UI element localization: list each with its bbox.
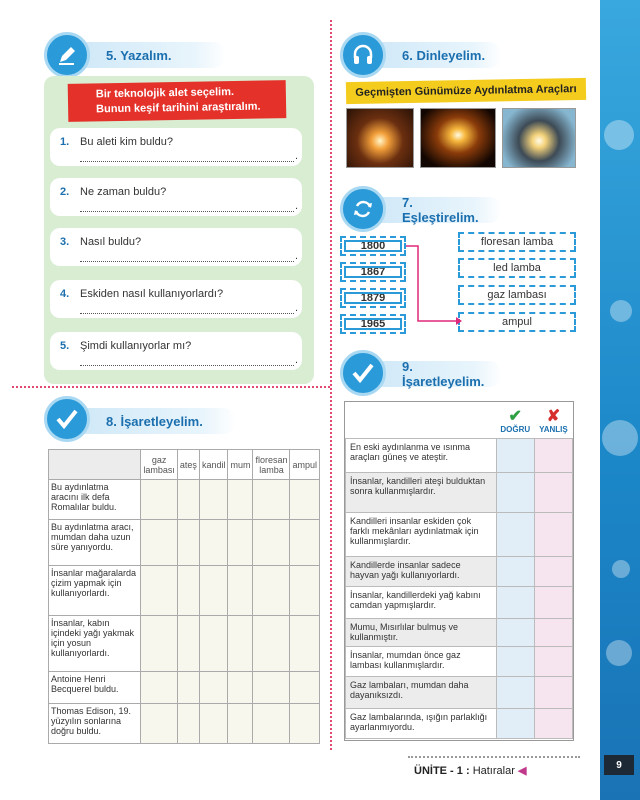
line-end-mark: .: [294, 200, 298, 212]
table-row: [49, 566, 320, 616]
question-text: Nasıl buldu?: [80, 236, 142, 248]
mark-cell[interactable]: [228, 480, 253, 520]
mark-cell[interactable]: [290, 672, 320, 704]
row-statement: Thomas Edison, 19. yüzyılın sonlarına doğru buldu.: [49, 704, 141, 744]
question-5[interactable]: [50, 332, 302, 370]
table-row: [49, 480, 320, 520]
section8-title: 8. İşaretleyelim.: [76, 408, 236, 434]
empty-header-cell: [49, 450, 141, 480]
mark-cell[interactable]: [253, 566, 290, 616]
column-divider: [330, 20, 332, 750]
true-cell[interactable]: [496, 512, 534, 556]
question-number: 1.: [60, 136, 70, 148]
red-cross-icon: ✘: [546, 407, 561, 425]
statement: Gaz lambaları, mumdan daha dayanıksızdı.: [346, 676, 497, 708]
mark-cell[interactable]: [228, 672, 253, 704]
mark-cell[interactable]: [290, 616, 320, 672]
mark-cell[interactable]: [290, 520, 320, 566]
mark-cell[interactable]: [199, 480, 228, 520]
mark-cell[interactable]: [177, 520, 199, 566]
col-header: mum: [228, 450, 253, 480]
section6-title: 6. Dinleyelim.: [372, 42, 502, 68]
answer-line[interactable]: [80, 248, 294, 262]
answer-line[interactable]: [80, 198, 294, 212]
lamp-option[interactable]: gaz lambası: [458, 285, 576, 305]
false-column-header: [534, 402, 572, 438]
table-row: [346, 586, 573, 618]
table-row: [49, 672, 320, 704]
false-cell[interactable]: [534, 676, 572, 708]
instruction-line2: Bunun keşif tarihini araştıralım.: [96, 100, 261, 116]
table-row: [346, 438, 573, 472]
table-row: [49, 704, 320, 744]
mark-cell[interactable]: [141, 672, 178, 704]
year-box[interactable]: 1800: [340, 236, 406, 256]
triangle-left-icon: ◀: [517, 765, 527, 777]
true-cell[interactable]: [496, 438, 534, 472]
oil-lamp-photo: [346, 108, 414, 168]
row-statement: İnsanlar, kabın içindeki yağı yakmak için yosun kullanıyorlardı.: [49, 616, 141, 672]
true-cell[interactable]: [496, 646, 534, 676]
col-header: ateş: [177, 450, 199, 480]
year-box[interactable]: 1867: [340, 262, 406, 282]
question-4[interactable]: [50, 280, 302, 318]
true-label: DOĞRU: [500, 424, 531, 434]
side-decoration: [600, 0, 640, 800]
true-cell[interactable]: [496, 586, 534, 618]
answer-line[interactable]: [80, 352, 294, 366]
section7-title: 7. Eşleştirelim.: [372, 197, 502, 223]
mark-cell[interactable]: [141, 616, 178, 672]
true-cell[interactable]: [496, 676, 534, 708]
mark-cell[interactable]: [177, 616, 199, 672]
question-3[interactable]: [50, 228, 302, 266]
headphones-icon: [340, 32, 386, 78]
match-line: [406, 240, 462, 330]
unit-topic: Hatıralar: [472, 765, 515, 777]
statement: Kandilleri insanlar eskiden çok farklı mekânları aydınlatmak için kullanmışlardır.: [346, 512, 497, 556]
cycle-arrows-icon: [340, 186, 386, 232]
section6-banner: Geçmişten Günümüze Aydınlatma Araçları: [346, 78, 586, 104]
mark-cell[interactable]: [141, 566, 178, 616]
question-number: 2.: [60, 186, 70, 198]
table-row: [346, 708, 573, 738]
mark-cell[interactable]: [228, 520, 253, 566]
mark-cell[interactable]: [253, 704, 290, 744]
question-text: Ne zaman buldu?: [80, 186, 167, 198]
table-row: [346, 556, 573, 586]
footer: [414, 764, 526, 777]
mark-cell[interactable]: [141, 520, 178, 566]
answer-line[interactable]: [80, 148, 294, 162]
table-row: [346, 618, 573, 646]
false-cell[interactable]: [534, 586, 572, 618]
table-row: [49, 520, 320, 566]
mark-cell[interactable]: [199, 704, 228, 744]
lamp-option[interactable]: floresan lamba: [458, 232, 576, 252]
false-cell[interactable]: [534, 708, 572, 738]
statement: En eski aydınlanma ve ısınma araçları güneş ve ateştir.: [346, 438, 497, 472]
false-cell[interactable]: [534, 618, 572, 646]
table-row: [346, 646, 573, 676]
table-row: [346, 472, 573, 512]
checkmark-icon: [340, 350, 386, 396]
table-row: [346, 512, 573, 556]
true-cell[interactable]: [496, 708, 534, 738]
lantern-photo: [502, 108, 576, 168]
statement: Kandillerde insanlar sadece hayvan yağı kullanıyorlardı.: [346, 556, 497, 586]
year-box[interactable]: 1879: [340, 288, 406, 308]
line-end-mark: .: [294, 250, 298, 262]
row-statement: İnsanlar mağaralarda çizim yapmak için kullanıyorlardı.: [49, 566, 141, 616]
matching-table: [48, 449, 320, 744]
mark-cell[interactable]: [199, 566, 228, 616]
true-false-table: [344, 401, 574, 741]
line-end-mark: .: [294, 354, 298, 366]
table-row: [346, 676, 573, 708]
section-divider: [12, 386, 330, 388]
mark-cell[interactable]: [253, 616, 290, 672]
false-cell[interactable]: [534, 512, 572, 556]
row-statement: Bu aydınlatma aracını ilk defa Romalılar buldu.: [49, 480, 141, 520]
statement: Gaz lambalarında, ışığın parlaklığı ayarlanmıyordu.: [346, 708, 497, 738]
unit-label: ÜNİTE - 1 :: [414, 765, 470, 777]
false-cell[interactable]: [534, 472, 572, 512]
true-cell[interactable]: [496, 556, 534, 586]
mark-cell[interactable]: [177, 480, 199, 520]
col-header: floresan lamba: [253, 450, 290, 480]
mark-cell[interactable]: [253, 480, 290, 520]
section5-title: 5. Yazalım.: [76, 42, 226, 68]
true-cell[interactable]: [496, 472, 534, 512]
footer-rule: [408, 756, 580, 758]
question-text: Şimdi kullanıyorlar mı?: [80, 340, 192, 352]
question-number: 4.: [60, 288, 70, 300]
col-header: kandil: [199, 450, 228, 480]
col-header: gaz lambası: [141, 450, 178, 480]
statement: Mumu, Mısırlılar bulmuş ve kullanmıştır.: [346, 618, 497, 646]
line-end-mark: .: [294, 302, 298, 314]
mark-cell[interactable]: [228, 616, 253, 672]
question-1[interactable]: [50, 128, 302, 166]
mark-cell[interactable]: [177, 566, 199, 616]
mark-cell[interactable]: [290, 480, 320, 520]
row-statement: Bu aydınlatma aracı, mumdan daha uzun süre yanıyordu.: [49, 520, 141, 566]
line-end-mark: .: [294, 150, 298, 162]
mark-cell[interactable]: [253, 672, 290, 704]
false-label: YANLIŞ: [539, 424, 568, 434]
statement: İnsanlar, mumdan önce gaz lambası kullanmışlardır.: [346, 646, 497, 676]
lamp-option[interactable]: led lamba: [458, 258, 576, 278]
statement: İnsanlar, kandillerdeki yağ kabını camdan yapmışlardır.: [346, 586, 497, 618]
checkmark-icon: [44, 396, 90, 442]
false-cell[interactable]: [534, 556, 572, 586]
page-number: 9: [604, 755, 634, 775]
pencil-icon: [44, 32, 90, 78]
question-text: Bu aleti kim buldu?: [80, 136, 173, 148]
statement: İnsanlar, kandilleri ateşi bulduktan sonra kullanmışlardır.: [346, 472, 497, 512]
empty-header-cell: [346, 402, 497, 438]
table-row: [49, 616, 320, 672]
question-number: 3.: [60, 236, 70, 248]
answer-line[interactable]: [80, 300, 294, 314]
mark-cell[interactable]: [199, 672, 228, 704]
mark-cell[interactable]: [290, 566, 320, 616]
mark-cell[interactable]: [199, 616, 228, 672]
mark-cell[interactable]: [228, 704, 253, 744]
false-cell[interactable]: [534, 646, 572, 676]
year-box[interactable]: 1965: [340, 314, 406, 334]
mark-cell[interactable]: [141, 480, 178, 520]
mark-cell[interactable]: [290, 704, 320, 744]
section5-instruction: [68, 80, 287, 122]
candle-photo: [420, 108, 496, 168]
true-cell[interactable]: [496, 618, 534, 646]
question-2[interactable]: [50, 178, 302, 216]
row-statement: Antoine Henri Becquerel buldu.: [49, 672, 141, 704]
mark-cell[interactable]: [199, 520, 228, 566]
true-column-header: [496, 402, 534, 438]
question-text: Eskiden nasıl kullanıyorlardı?: [80, 288, 224, 300]
mark-cell[interactable]: [177, 704, 199, 744]
mark-cell[interactable]: [177, 672, 199, 704]
lamp-option[interactable]: ampul: [458, 312, 576, 332]
green-check-icon: ✔: [508, 407, 522, 425]
question-number: 5.: [60, 340, 70, 352]
section9-title: 9. İşaretleyelim.: [372, 361, 502, 387]
false-cell[interactable]: [534, 438, 572, 472]
mark-cell[interactable]: [141, 704, 178, 744]
mark-cell[interactable]: [228, 566, 253, 616]
col-header: ampul: [290, 450, 320, 480]
mark-cell[interactable]: [253, 520, 290, 566]
instruction-line1: Bir teknolojik alet seçelim.: [95, 86, 235, 101]
